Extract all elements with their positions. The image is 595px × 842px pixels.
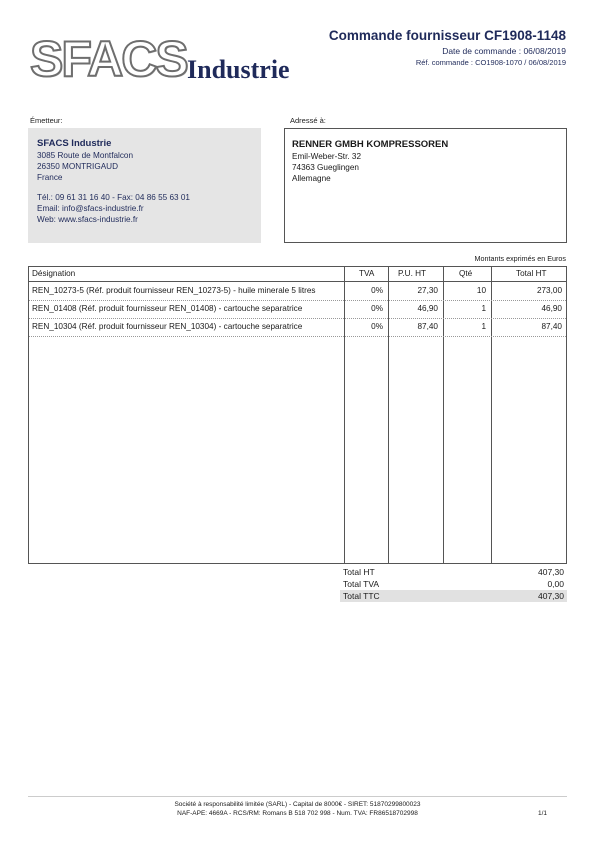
- total-ht-label: Total HT: [343, 567, 375, 577]
- document-title: Commande fournisseur CF1908-1148: [328, 28, 566, 43]
- cell-designation: REN_10304 (Réf. produit fournisseur REN_10304) - cartouche separatrice: [32, 322, 303, 331]
- header-quantity: Qté: [459, 269, 473, 278]
- table-row: [29, 282, 566, 301]
- cell-unit-price: 46,90: [417, 304, 438, 313]
- total-tva-row: [340, 578, 567, 590]
- total-ttc-value: 407,30: [538, 591, 564, 601]
- cell-designation: REN_01408 (Réf. produit fournisseur REN_01408) - cartouche separatrice: [32, 304, 303, 313]
- cell-total: 46,90: [541, 304, 562, 313]
- total-tva-value: 0,00: [547, 579, 564, 589]
- sender-address2: 26350 MONTRIGAUD: [37, 162, 118, 171]
- cell-tva: 0%: [371, 304, 383, 313]
- cell-quantity: 10: [476, 286, 486, 295]
- header-unit-price: P.U. HT: [398, 269, 427, 278]
- sender-phone: Tél.: 09 61 31 16 40 - Fax: 04 86 55 63 01: [37, 193, 190, 202]
- recipient-address1: Emil-Weber-Str. 32: [292, 152, 362, 161]
- logo-industrie-text: Industrie: [187, 55, 290, 84]
- footer-legal-line1: Société à responsabilité limitée (SARL) - Capital de 8000€ - SIRET: 51870299800023: [174, 801, 421, 808]
- logo-sfacs-text: SFACS: [30, 31, 187, 87]
- sender-box: [28, 128, 261, 243]
- sender-label: Émetteur:: [30, 116, 63, 125]
- cell-tva: 0%: [371, 286, 383, 295]
- sender-address1: 3085 Route de Montfalcon: [37, 151, 134, 160]
- recipient-country: Allemagne: [292, 174, 331, 183]
- total-ttc-label: Total TTC: [343, 591, 380, 601]
- sender-country: France: [37, 173, 63, 182]
- cell-total: 273,00: [536, 286, 562, 295]
- currency-note: Montants exprimés en Euros: [474, 254, 566, 263]
- cell-unit-price: 27,30: [417, 286, 438, 295]
- recipient-address2: 74363 Gueglingen: [292, 163, 359, 172]
- order-date: Date de commande : 06/08/2019: [442, 46, 566, 56]
- total-ttc-row: [340, 590, 567, 602]
- sender-web: Web: www.sfacs-industrie.fr: [37, 215, 138, 224]
- table-row: [29, 300, 566, 319]
- total-tva-label: Total TVA: [343, 579, 380, 589]
- cell-quantity: 1: [481, 322, 486, 331]
- sender-name: SFACS Industrie: [37, 138, 112, 149]
- recipient-name: RENNER GMBH KOMPRESSOREN: [292, 139, 449, 150]
- footer-divider: [28, 796, 567, 797]
- table-row: [29, 318, 566, 337]
- header-total: Total HT: [516, 269, 547, 278]
- sender-email: Email: info@sfacs-industrie.fr: [37, 204, 144, 213]
- cell-tva: 0%: [371, 322, 383, 331]
- company-logo: [30, 31, 315, 87]
- total-ht-row: [340, 566, 567, 578]
- cell-unit-price: 87,40: [417, 322, 438, 331]
- order-reference: Réf. commande : CO1908-1070 / 06/08/2019: [415, 58, 566, 67]
- header-tva: TVA: [359, 269, 375, 278]
- recipient-label: Adressé à:: [290, 116, 326, 125]
- cell-total: 87,40: [541, 322, 562, 331]
- recipient-box: [284, 128, 567, 243]
- order-lines-table: [28, 266, 567, 564]
- cell-designation: REN_10273-5 (Réf. produit fournisseur REN_10273-5) - huile minerale 5 litres: [32, 286, 316, 295]
- cell-quantity: 1: [481, 304, 486, 313]
- total-ht-value: 407,30: [538, 567, 564, 577]
- header-designation: Désignation: [32, 269, 76, 278]
- footer-legal-line2: NAF-APE: 4669A - RCS/RM: Romans B 518 702 998 - Num. TVA: FR86518702998: [177, 810, 418, 817]
- page-number: 1/1: [537, 810, 547, 817]
